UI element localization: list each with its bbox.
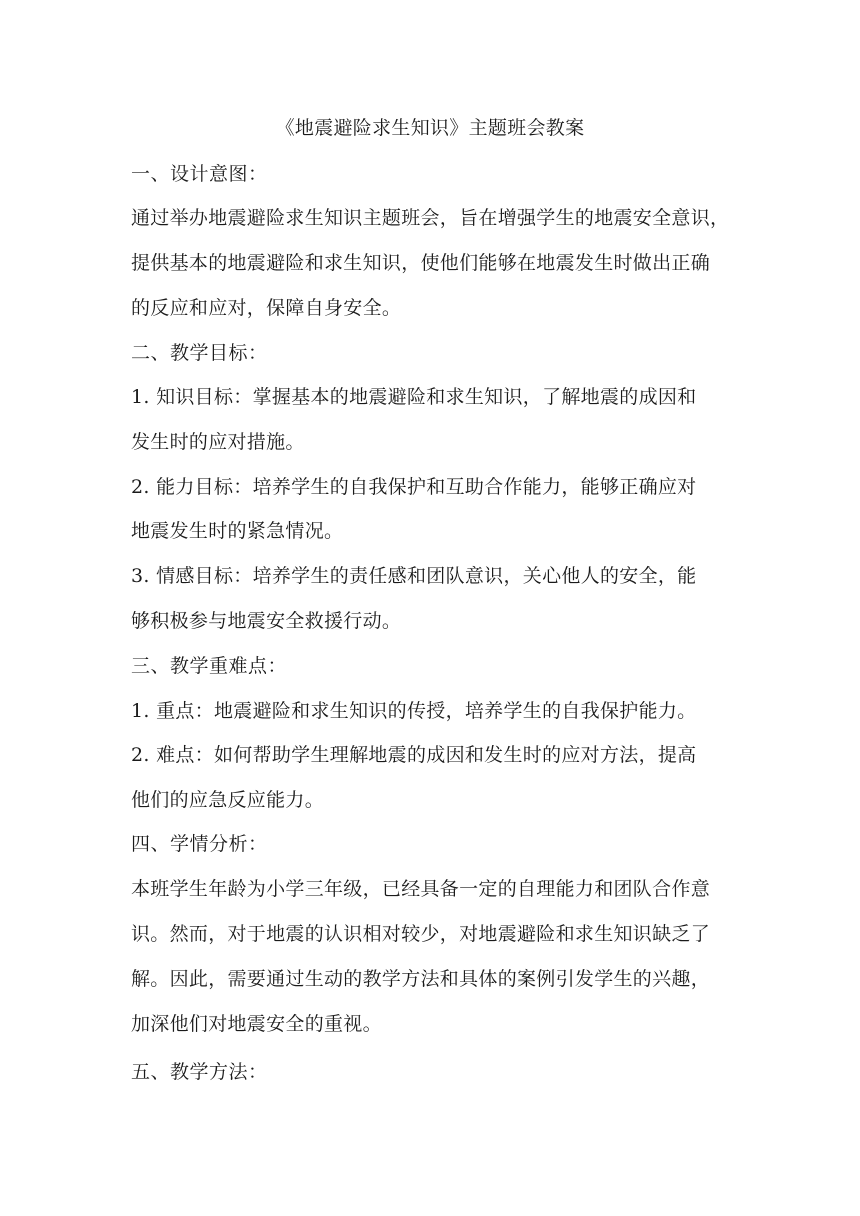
list-item-line: 3. 情感目标：培养学生的责任感和团队意识，关心他人的安全，能 [131,565,697,587]
section-heading-teaching-methods: 五、教学方法： [131,1061,268,1083]
paragraph-line: 本班学生年龄为小学三年级，已经具备一定的自理能力和团队合作意 [131,878,711,900]
list-item-line: 1. 知识目标：掌握基本的地震避险和求生知识，了解地震的成因和 [131,386,697,408]
list-item-line: 他们的应急反应能力。 [131,789,325,811]
paragraph-line: 加深他们对地震安全的重视。 [131,1013,382,1035]
list-item-line: 2. 能力目标：培养学生的自我保护和互助合作能力，能够正确应对 [131,476,697,498]
section-heading-key-points: 三、教学重难点： [131,655,288,677]
list-item-line: 1. 重点：地震避险和求生知识的传授，培养学生的自我保护能力。 [131,700,697,722]
section-heading-design-intent: 一、设计意图： [131,163,268,185]
document-title: 《地震避险求生知识》主题班会教案 [275,117,585,139]
list-item-line: 2. 难点：如何帮助学生理解地震的成因和发生时的应对方法，提高 [131,744,697,766]
paragraph-line: 通过举办地震避险求生知识主题班会，旨在增强学生的地震安全意识， [131,207,730,229]
paragraph-line: 解。因此，需要通过生动的教学方法和具体的案例引发学生的兴趣， [131,968,711,990]
paragraph-line: 识。然而，对于地震的认识相对较少，对地震避险和求生知识缺乏了 [131,923,711,945]
list-item-line: 发生时的应对措施。 [131,431,305,453]
section-heading-teaching-goals: 二、教学目标： [131,342,268,364]
list-item-line: 够积极参与地震安全救援行动。 [131,610,402,632]
paragraph-line: 的反应和应对，保障自身安全。 [131,297,402,319]
list-item-line: 地震发生时的紧急情况。 [131,520,344,542]
paragraph-line: 提供基本的地震避险和求生知识，使他们能够在地震发生时做出正确 [131,252,711,274]
section-heading-student-analysis: 四、学情分析： [131,833,268,855]
